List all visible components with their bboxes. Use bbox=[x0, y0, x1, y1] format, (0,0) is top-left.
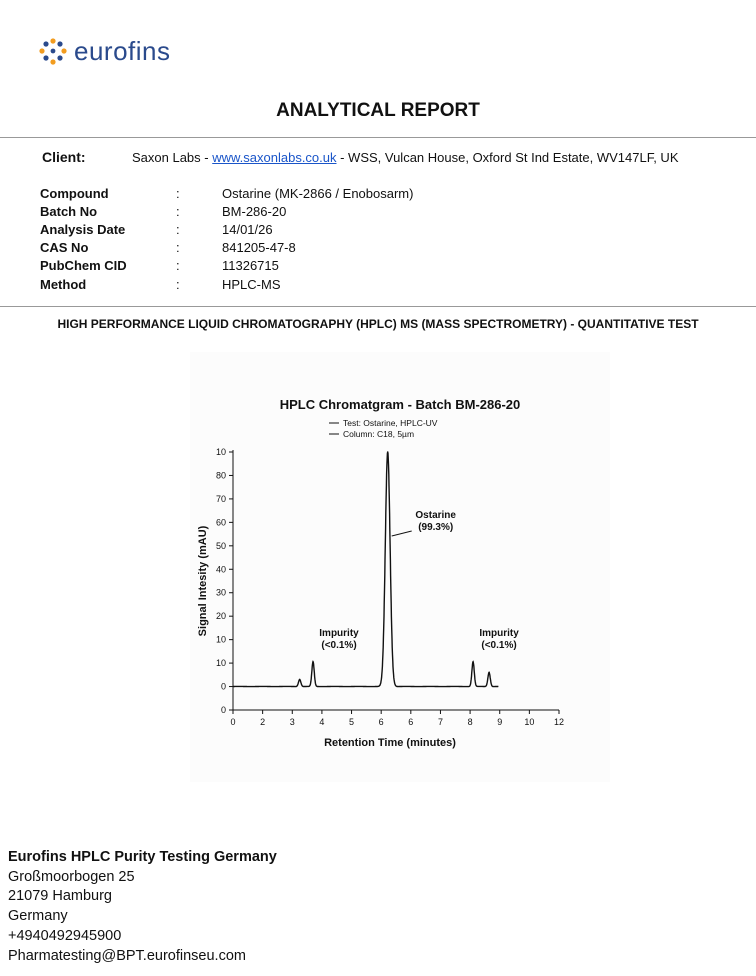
peak-percentage: (<0.1%) bbox=[321, 639, 357, 651]
detail-sep: : bbox=[176, 203, 180, 219]
y-tick-label: 10 bbox=[215, 634, 226, 645]
peak-point bbox=[387, 451, 389, 453]
y-axis-label: Signal Intesity (mAU) bbox=[197, 525, 209, 637]
lab-email: Pharmatesting@BPT.eurofinseu.com bbox=[8, 947, 246, 964]
client-label: Client: bbox=[42, 149, 86, 165]
peak-label: Impurity bbox=[479, 627, 519, 639]
client-line bbox=[42, 149, 679, 165]
y-tick-label: 60 bbox=[215, 517, 226, 528]
lab-city: 21079 Hamburg bbox=[8, 888, 112, 905]
peak-point bbox=[299, 679, 301, 681]
lab-name: Eurofins HPLC Purity Testing Germany bbox=[8, 849, 277, 865]
lab-phone: +4940492945900 bbox=[8, 927, 122, 944]
peak-percentage: (99.3%) bbox=[418, 522, 454, 533]
y-tick-label: 80 bbox=[215, 470, 226, 481]
x-tick-label: 9 bbox=[497, 717, 503, 727]
client-address: - WSS, Vulcan House, Oxford St Ind Estate, WV147LF, UK bbox=[336, 150, 679, 165]
peak-leader bbox=[392, 531, 412, 536]
y-tick-label: 20 bbox=[215, 611, 226, 622]
detail-sep: : bbox=[176, 276, 180, 292]
detail-key: Method bbox=[40, 276, 87, 292]
detail-row bbox=[40, 202, 413, 220]
x-tick-label: 4 bbox=[319, 717, 325, 727]
y-tick-label: 0 bbox=[220, 705, 226, 715]
y-tick-label: 30 bbox=[215, 587, 226, 598]
legend-entry: Column: C18, 5µm bbox=[343, 429, 415, 439]
detail-row bbox=[40, 239, 413, 257]
peak-label: Impurity bbox=[319, 627, 359, 639]
report-title: ANALYTICAL REPORT bbox=[276, 100, 480, 121]
x-tick-label: 3 bbox=[289, 717, 295, 727]
detail-row bbox=[40, 257, 413, 275]
detail-key: Compound bbox=[40, 185, 109, 201]
chromatogram-trace bbox=[233, 452, 498, 687]
x-axis-label: Retention Time (minutes) bbox=[324, 737, 456, 749]
chart-title: HPLC Chromatgram - Batch BM-286-20 bbox=[279, 397, 521, 412]
peak-point bbox=[312, 661, 314, 663]
legend-entry: Test: Ostarine, HPLC-UV bbox=[343, 418, 438, 428]
x-tick-label: 8 bbox=[467, 717, 473, 727]
chromatogram-chart bbox=[190, 352, 610, 782]
detail-row bbox=[40, 184, 413, 202]
chromatogram-figure bbox=[190, 352, 610, 782]
x-tick-label: 6 bbox=[378, 717, 384, 727]
y-tick-label: 10 bbox=[215, 447, 226, 457]
detail-key: Analysis Date bbox=[40, 221, 126, 237]
x-tick-label: 7 bbox=[437, 717, 443, 727]
peak-label: Ostarine bbox=[415, 510, 456, 521]
peak-percentage: (<0.1%) bbox=[481, 639, 517, 651]
detail-row bbox=[40, 275, 413, 293]
detail-sep: : bbox=[176, 258, 180, 274]
detail-value: HPLC-MS bbox=[222, 276, 281, 292]
x-tick-label: 6 bbox=[408, 717, 414, 727]
detail-value: 14/01/26 bbox=[222, 221, 273, 237]
detail-sep: : bbox=[176, 240, 180, 256]
detail-sep: : bbox=[176, 185, 180, 201]
y-tick-label: 70 bbox=[215, 493, 226, 504]
eurofins-dots-icon bbox=[38, 38, 68, 66]
lab-address bbox=[8, 848, 277, 966]
y-tick-label: 40 bbox=[215, 564, 226, 575]
x-tick-label: 10 bbox=[524, 717, 535, 727]
peak-point bbox=[472, 661, 474, 663]
eurofins-logo bbox=[38, 36, 171, 67]
brand-name: eurofins bbox=[74, 36, 171, 66]
detail-row bbox=[40, 220, 413, 238]
client-website-link[interactable]: www.saxonlabs.co.uk bbox=[212, 150, 337, 165]
lab-country: Germany bbox=[8, 908, 68, 925]
y-tick-label: 0 bbox=[220, 681, 226, 692]
x-tick-label: 12 bbox=[553, 717, 565, 727]
x-tick-label: 2 bbox=[260, 717, 266, 727]
client-name: Saxon Labs - bbox=[132, 150, 213, 165]
section-title: HIGH PERFORMANCE LIQUID CHROMATOGRAPHY (HPLC) MS (MASS SPECTROMETRY) - QUANTITATIVE TEST bbox=[57, 317, 699, 331]
y-tick-label: 10 bbox=[215, 658, 226, 669]
lab-street: Großmoorbogen 25 bbox=[8, 868, 135, 885]
divider bbox=[0, 306, 756, 307]
peak-point bbox=[488, 672, 490, 674]
y-tick-label: 50 bbox=[215, 540, 226, 551]
detail-key: Batch No bbox=[40, 203, 98, 219]
detail-value: 841205-47-8 bbox=[222, 240, 296, 256]
detail-value: BM-286-20 bbox=[222, 203, 287, 219]
x-tick-label: 5 bbox=[349, 717, 355, 727]
detail-key: PubChem CID bbox=[40, 258, 127, 274]
detail-key: CAS No bbox=[40, 240, 89, 256]
detail-value: Ostarine (MK-2866 / Enobosarm) bbox=[222, 185, 414, 201]
report-details bbox=[40, 184, 413, 293]
detail-sep: : bbox=[176, 221, 180, 237]
divider bbox=[0, 137, 756, 138]
x-tick-label: 0 bbox=[230, 717, 236, 727]
detail-value: 11326715 bbox=[222, 258, 279, 274]
